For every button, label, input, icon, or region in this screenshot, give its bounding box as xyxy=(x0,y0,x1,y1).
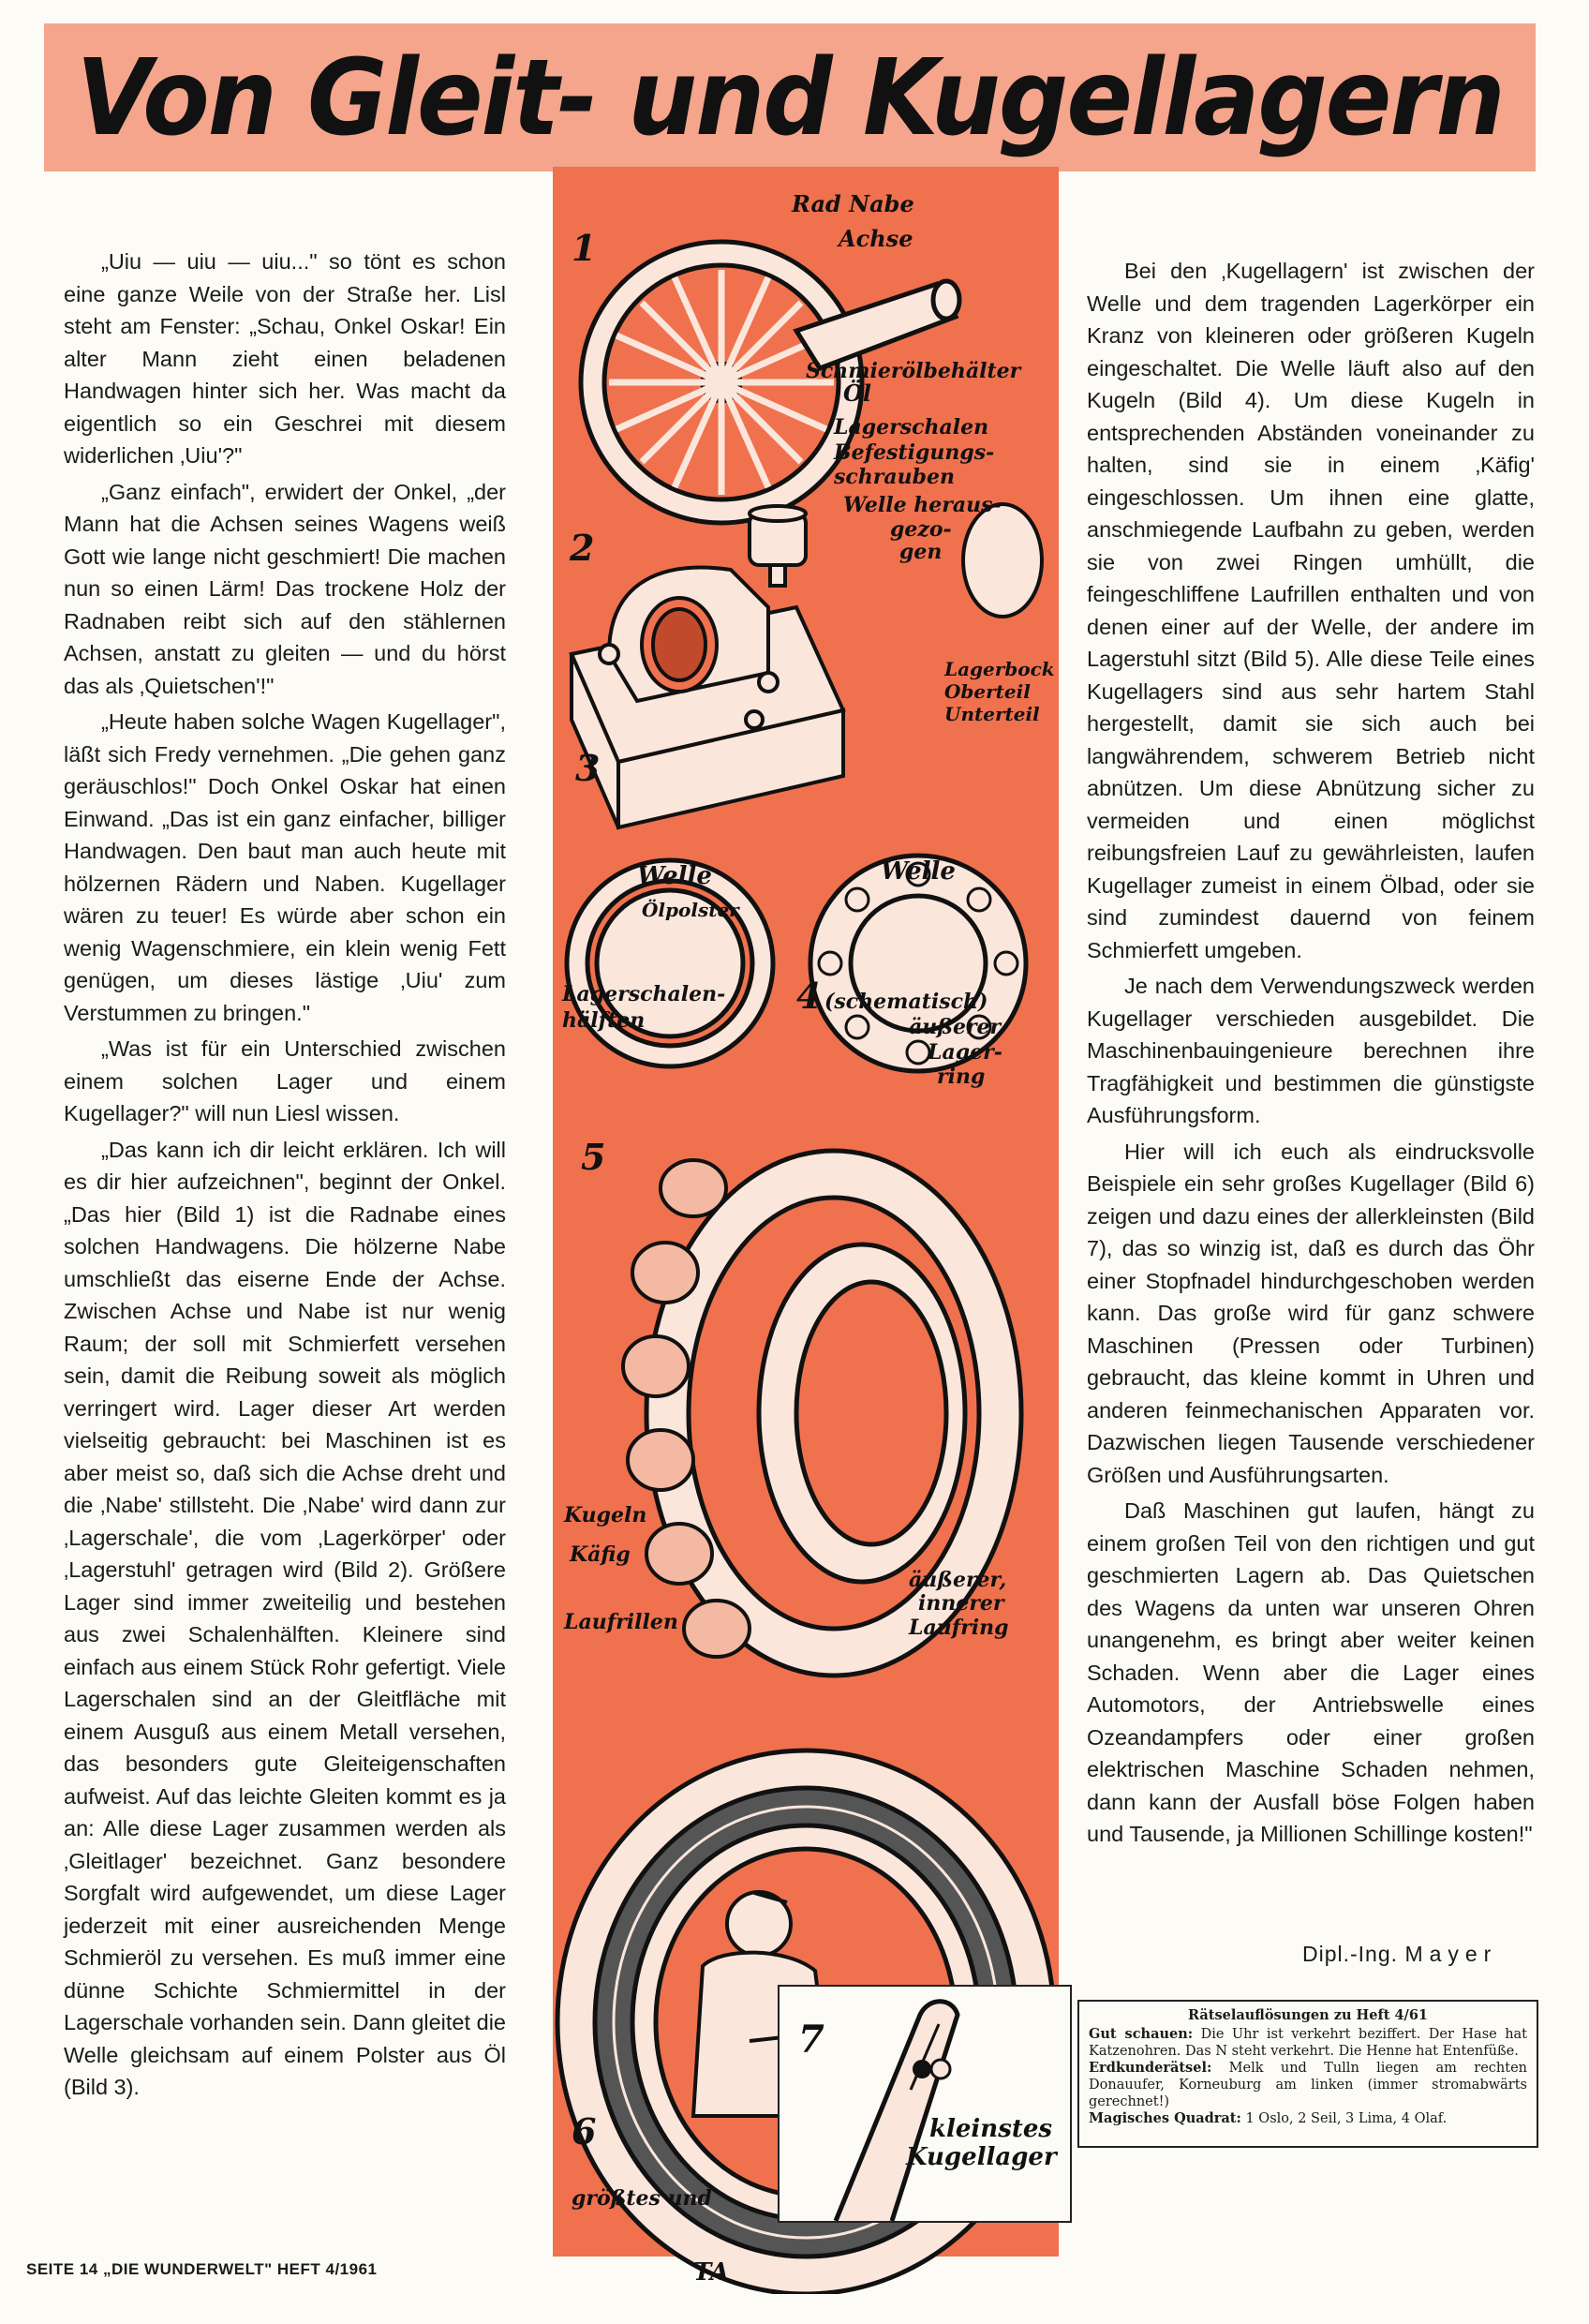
solution-text: 1 Oslo, 2 Seil, 3 Lima, 4 Olaf. xyxy=(1240,2111,1448,2126)
label: Laufring xyxy=(909,1616,1009,1640)
plain-bearing-ring-drawing xyxy=(567,860,773,1066)
bearing-block-drawing xyxy=(572,568,843,827)
solution-item xyxy=(1089,2026,1527,2060)
label: Oberteil xyxy=(944,680,1031,703)
label: Lagerschalen- xyxy=(562,982,726,1006)
oil-cup-drawing xyxy=(750,506,806,586)
paragraph: Bei den ‚Kugellagern' ist zwischen der Welle und dem tragenden Lagerkörper ein Kranz von kleineren oder größeren Kugeln eingeschaltet. Die Welle läuft also auf den Kugeln (Bild 4). Um diese Kugeln in entsprechenden Abständen voneinander zu halten, sind sie in einem ‚Käfig' eingeschlossen. Um ihnen eine glatte, anschmiegende Laufbahn zu geben, werden sie von zwei Ringen umhüllt, die feingeschliffene Laufrillen enthalten und von denen einer auf der Welle, der andere im Lagerstuhl sitzt (Bild 5). Alle diese Teile eines Kugellagers sind aus sehr hartem Stahl hergestellt, damit sie sich auch bei langwährendem, schwerem Betrieb nicht abnützen. Um diese Abnützung sicher zu vermeiden und einen möglichst reibungsfreien Lauf zu gewährleisten, laufen Kugellager zumeist in einem Ölbad, oder sie sind zumindest dauernd von feinem Schmierfett umgeben. xyxy=(1087,259,1535,962)
label: Käfig xyxy=(570,1542,631,1567)
label: Öl xyxy=(843,380,872,407)
figure-number: 1 xyxy=(572,227,597,269)
page-footer: SEITE 14 „DIE WUNDERWELT" HEFT 4/1961 xyxy=(26,2260,378,2278)
label: äußerer xyxy=(909,1015,1002,1039)
label: (schematisch) xyxy=(824,990,988,1014)
label: Kugellager xyxy=(906,2143,1057,2171)
label: Ölpolster xyxy=(642,899,739,921)
label: äußerer, xyxy=(909,1568,1007,1592)
figure-number: 4 xyxy=(796,975,822,1017)
figure-number: 7 xyxy=(798,2018,824,2062)
paragraph: Je nach dem Verwendungszweck werden Kugellager verschieden ausgebildet. Die Maschinenbauingenieure berechnen ihre Tragfähigkeit und bestimmen die günstigste Ausführungsform. xyxy=(1087,974,1535,1127)
label: Welle heraus- xyxy=(843,493,1002,517)
solution-item xyxy=(1089,2060,1527,2110)
label: Kugeln xyxy=(564,1503,647,1527)
author-signature xyxy=(1302,1942,1497,1967)
page-title: Von Gleit- und Kugellagern xyxy=(76,36,1504,159)
label: Schmierölbehälter xyxy=(806,359,1021,383)
solutions-heading: Rätselauflösungen zu Heft 4/61 xyxy=(1187,2007,1429,2023)
label: schrauben xyxy=(834,465,955,489)
author-name: Mayer xyxy=(1404,1942,1498,1966)
solution-item xyxy=(1089,2110,1527,2127)
solution-label: Erdkunderätsel: xyxy=(1089,2060,1212,2076)
label: Unterteil xyxy=(944,703,1040,725)
solution-label: Gut schauen: xyxy=(1089,2026,1194,2042)
paragraph: Hier will ich euch als eindrucksvolle Beispiele ein sehr großes Kugellager (Bild 6) zeigen und dazu eines der allerkleinsten (Bild 7), das so winzig ist, daß es durch das Öhr einer Stopfnadel hindurchgeschoben werden kann. Das große wird für ganz schwere Maschinen (Pressen oder Turbinen) gebraucht, das kleine kommt in Uhren und anderen feinmechanischen Apparaten vor. Dazwischen liegen Tausende verschiedener Größen und Ausführungsarten. xyxy=(1087,1139,1535,1487)
label: Rad Nabe xyxy=(792,190,914,217)
smallest-bearing-box xyxy=(778,1985,1072,2223)
paragraph: „Was ist für ein Unterschied zwischen einem solchen Lager und einem Kugellager?" will nun Liesl wissen. xyxy=(64,1036,506,1125)
left-column xyxy=(64,246,506,2108)
puzzle-solutions-box xyxy=(1077,2000,1538,2148)
label: kleinstes xyxy=(929,2115,1053,2143)
paragraph: „Heute haben solche Wagen Kugellager", läßt sich Fredy vernehmen. „Die gehen ganz geräuschlos!" Doch Onkel Oskar hat einen Einwand. „Das ist ein ganz einfacher, billiger Handwagen. Den baut man auch heute mit hölzernen Rädern und Naben. Kugellager wären zu teuer! Es würde aber schon ein wenig Wagenschmiere, ein klein wenig Fett genügen, um dieses lästige ‚Uiu' zum Verstummen zu bringen." xyxy=(64,709,506,1025)
artist-mark: TA xyxy=(693,2258,730,2287)
title-band xyxy=(44,23,1536,171)
label: Welle xyxy=(637,862,712,890)
paragraph: Daß Maschinen gut laufen, hängt zu einem großen Teil von den richtigen und gut geschmierten Lagern ab. Das Quietschen des Wagens da unten war unseren Ohren unangenehm, es bringt aber weiter keinen Schaden. Wenn aber die Lager eines Automotors, der Antriebswelle eines Ozeandampfers oder einer großen elektrischen Maschine Schaden nehmen, dann kann der Ausfall böse Folgen haben und Tausende, ja Millionen Schillinge kosten!" xyxy=(1087,1498,1535,1846)
figure-number: 2 xyxy=(570,527,595,569)
label: ring xyxy=(937,1065,986,1089)
label: Lagerbock xyxy=(944,658,1055,680)
label: innerer xyxy=(918,1591,1004,1616)
label: Befestigungs- xyxy=(834,440,995,465)
paragraph: „Uiu — uiu — uiu..." so tönt es schon eine ganze Weile von der Straße her. Lisl steht am Fenster: „Schau, Onkel Oskar! Ein alter Mann zieht einen beladenen Handwagen hinter sich her. Was macht da eigentlich so ein Geschrei mit diesem widerlichen ‚Uiu'?" xyxy=(64,249,506,468)
label: Lagerschalen xyxy=(834,415,989,439)
label: Welle xyxy=(881,857,956,886)
label: Lager- xyxy=(928,1040,1002,1065)
label: gen xyxy=(899,540,943,564)
shaft-end-drawing xyxy=(963,504,1042,617)
label: größtes und xyxy=(572,2186,712,2211)
label: hälften xyxy=(562,1008,646,1033)
right-column xyxy=(1087,255,1535,1855)
paragraph: „Ganz einfach", erwidert der Onkel, „der Mann hat die Achsen seines Wagens weiß Gott wie lange nicht geschmiert! Die machen nun so einen Lärm! Das trockene Holz der Radnaben reibt sich auf den stählernen Achsen, anstatt zu gleiten — und du hörst das als ‚Quietschen'!" xyxy=(64,479,506,698)
paragraph: „Das kann ich dir leicht erklären. Ich will es dir hier aufzeichnen", beginnt der Onkel. „Das hier (Bild 1) ist die Radnabe eines solchen Handwagens. Die hölzerne Nabe umschließt das eiserne Ende der Achse. Zwischen Achse und Nabe ist nur wenig Raum; der soll mit Schmierfett versehen sein, damit die Reibung soweit als möglich verringert wird. Lager dieser Art werden vielseitig gebraucht: bei Maschinen ist es aber meist so, daß sich die Achse dreht und die ‚Nabe' stillsteht. Die ‚Nabe' wird dann zur ‚Lagerschale', die vom ‚Lagerkörper' oder ‚Lagerstuhl' getragen wird (Bild 2). Größere Lager sind immer zweiteilig und bestehen aus zwei Schalenhälften. Kleinere sind einfach aus einem Stück Rohr gefertigt. Viele Lagerschalen sind an der Gleitfläche mit einem Ausguß aus einem Metall versehen, das besonders gute Gleiteigenschaften aufweist. Auf das leichte Gleiten kommt es ja an: Alle diese Lager zusammen werden als ‚Gleitlager' bezeichnet. Ganz besondere Sorgfalt wird aufgewendet, um diese Lager jederzeit mit einer ausreichenden Menge Schmieröl zu versehen. Es muß immer eine dünne Schichte Schmiermittel in der Lagerschale vorhanden sein. Dann gleitet die Welle gleichsam auf einem Polster aus Öl (Bild 3). xyxy=(64,1137,506,2099)
solution-text: Melk und Tulln liegen am rechten Donauufer, Korneuburg am linken (immer stromabwärts gerechnet!) xyxy=(1089,2061,1527,2109)
solution-label: Magisches Quadrat: xyxy=(1089,2110,1241,2126)
solution-text: Die Uhr ist verkehrt beziffert. Der Hase hat Katzenohren. Das N steht verkehrt. Die Henne hat Entenfüße. xyxy=(1089,2027,1528,2059)
needle-drawing xyxy=(780,1987,1070,2221)
label: Achse xyxy=(839,225,913,252)
label: Laufrillen xyxy=(564,1610,678,1634)
bearing-illustration xyxy=(553,167,1059,2294)
label: gezo- xyxy=(890,517,952,542)
author-title: Dipl.-Ing. xyxy=(1302,1942,1399,1966)
figure-number: 5 xyxy=(581,1136,606,1178)
figure-number: 3 xyxy=(575,747,601,789)
figure-number: 6 xyxy=(572,2110,597,2153)
